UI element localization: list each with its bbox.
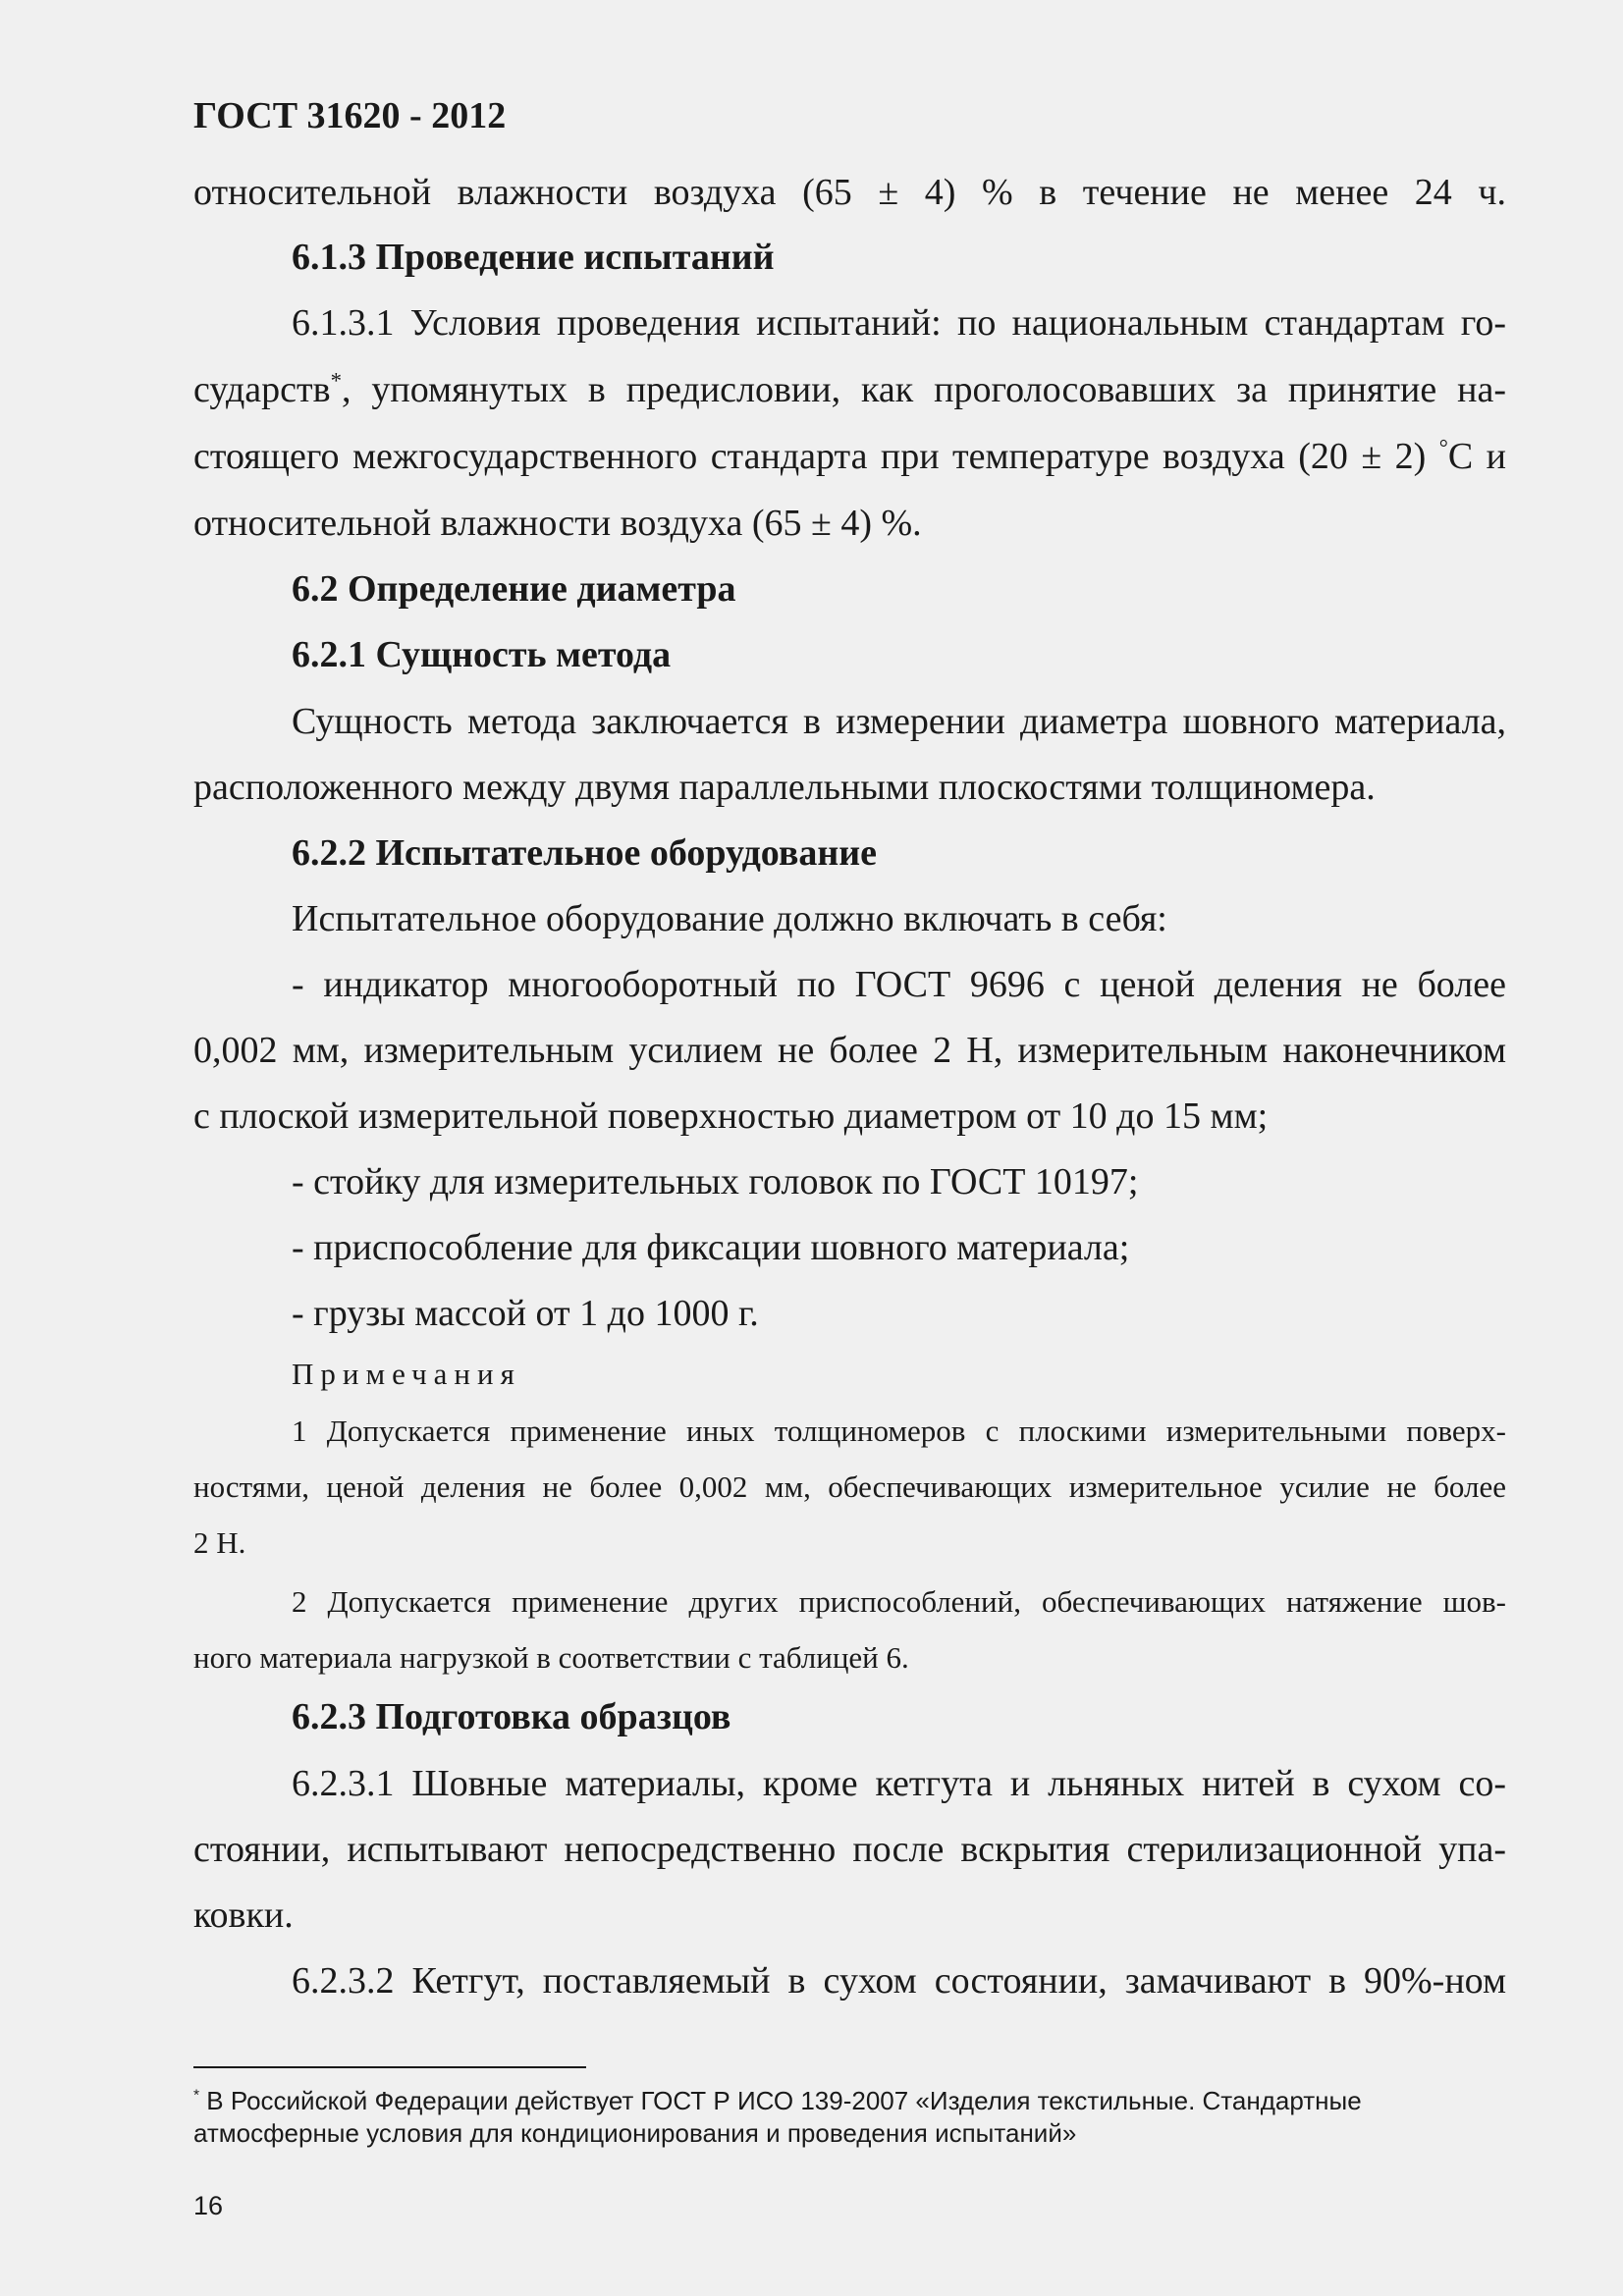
text-line: - грузы массой от 1 до 1000 г.	[292, 1293, 759, 1334]
text-line: 6.2.3.1 Шовные материалы, кроме кетгута и льняных нитей в сухом со-	[292, 1763, 1506, 1804]
section-heading-6-2-1: 6.2.1 Сущность метода	[292, 634, 672, 675]
section-heading-6-2-3: 6.2.3 Подготовка образцов	[292, 1696, 731, 1737]
text-line: - приспособление для фиксации шовного материала;	[292, 1227, 1130, 1268]
text-line: Сущность метода заключается в измерении диаметра шовного материала,	[292, 701, 1506, 742]
footnote-marker: *	[330, 368, 342, 394]
document-header: ГОСТ 31620 - 2012	[193, 95, 507, 136]
text-line: 6.1.3.1 Условия проведения испытаний: по национальным стандартам го-	[292, 302, 1506, 344]
text-line: - стойку для измерительных головок по ГОСТ 10197;	[292, 1161, 1139, 1202]
note-line: 1 Допускается применение иных толщиномеров с плоскими измерительными поверх-	[292, 1414, 1506, 1448]
section-heading-6-2: 6.2 Определение диаметра	[292, 568, 736, 610]
text-line: Испытательное оборудование должно включать в себя:	[292, 898, 1167, 939]
degree-sign: °	[1438, 435, 1448, 460]
note-line: 2 Н.	[193, 1525, 246, 1560]
text-line: 0,002 мм, измерительным усилием не более 2 Н, измерительным наконечником	[193, 1030, 1506, 1071]
section-heading-6-2-2: 6.2.2 Испытательное оборудование	[292, 832, 878, 874]
text-fragment: сударств	[193, 369, 331, 410]
text-line: относительной влажности воздуха (65 ± 4) % в течение не менее 24 ч.	[193, 172, 1506, 213]
footnote-line: атмосферные условия для кондиционирования и проведения испытаний»	[193, 2118, 1077, 2148]
text-fragment: , упомянутых в предисловии, как проголосовавших за принятие на-	[342, 369, 1506, 410]
footnote-line	[193, 2086, 1362, 2116]
text-fragment: C и	[1447, 436, 1506, 477]
note-line: 2 Допускается применение других приспособлений, обеспечивающих натяжение шов-	[292, 1584, 1506, 1619]
page-number: 16	[193, 2191, 224, 2220]
text-line	[193, 435, 1506, 478]
text-line: 6.2.3.2 Кетгут, поставляемый в сухом состоянии, замачивают в 90%-ном	[292, 1960, 1506, 2002]
footnote-marker: *	[193, 2087, 200, 2105]
footnote-text: В Российской Федерации действует ГОСТ Р ИСО 139-2007 «Изделия текстильные. Стандартные	[199, 2086, 1362, 2115]
text-fragment: стоящего межгосударственного стандарта при температуре воздуха (20 ± 2)	[193, 436, 1439, 477]
footnote-divider	[193, 2066, 586, 2068]
section-heading-6-1-3: 6.1.3 Проведение испытаний	[292, 237, 775, 278]
text-line: расположенного между двумя параллельными плоскостями толщиномера.	[193, 767, 1376, 808]
text-line: стоянии, испытывают непосредственно после вскрытия стерилизационной упа-	[193, 1829, 1506, 1870]
text-line: с плоской измерительной поверхностью диаметром от 10 до 15 мм;	[193, 1095, 1269, 1137]
notes-title: Примечания	[292, 1357, 521, 1391]
text-line: ковки.	[193, 1895, 294, 1936]
note-line: ного материала нагрузкой в соответствии с таблицей 6.	[193, 1640, 909, 1675]
text-line	[193, 368, 1506, 411]
text-line: относительной влажности воздуха (65 ± 4) %.	[193, 503, 922, 544]
note-line: ностями, ценой деления не более 0,002 мм, обеспечивающих измерительное усилие не более	[193, 1469, 1506, 1504]
text-line: - индикатор многооборотный по ГОСТ 9696 с ценой деления не более	[292, 964, 1506, 1005]
